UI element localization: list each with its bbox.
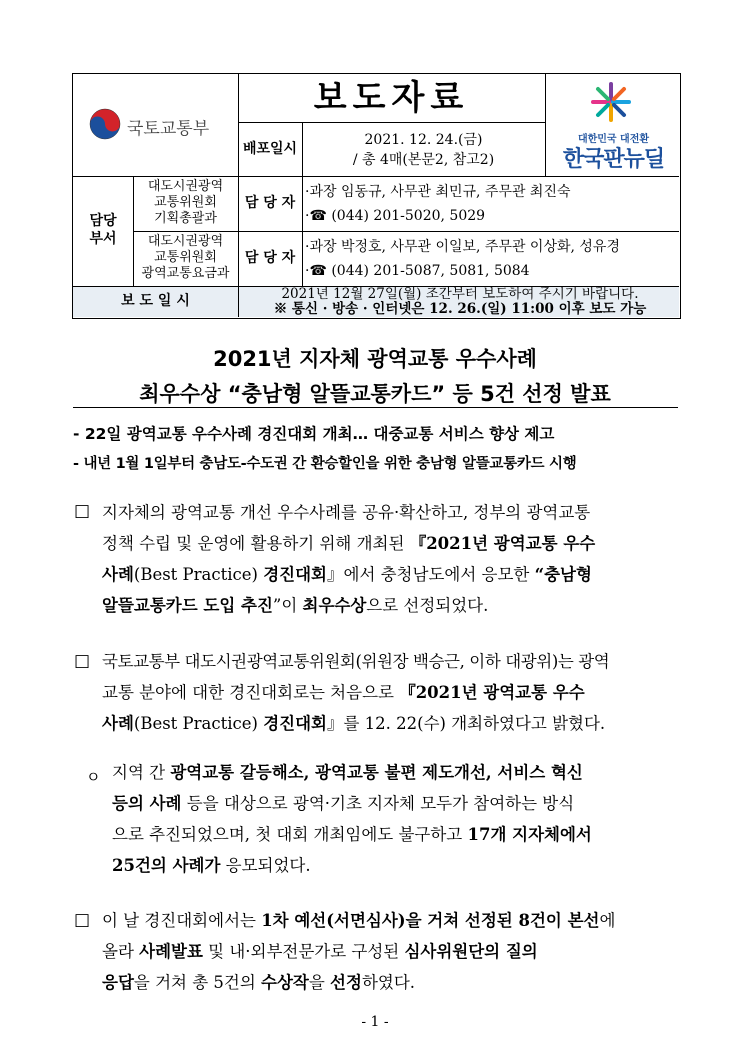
p4-text: 이 날 경진대회에서는 [102,911,256,930]
release-date: 2021. 12. 24.(금) [364,132,483,148]
p3-text: 으로 추진되었으며, 첫 대회 개최임에도 불구하고 [112,825,463,844]
contact-1-dept [133,176,238,231]
p1-line2 [102,528,680,559]
headline-line1: 2021년 지자체 광역교통 우수사례 [213,347,537,371]
contact-1-role: 담 당 자 [244,195,296,211]
p1-contest: 경진대회 [263,565,327,584]
p4-text: 을 거쳐 총 5건의 [133,973,256,992]
p3-marker: ㅇ [86,768,101,786]
p1-line3 [102,559,680,590]
p1-line1: 지자체의 광역교통 개선 우수사례를 공유·확산하고, 정부의 광역교통 [102,503,591,522]
p2-contest: 경진대회 [263,714,327,733]
p2-line3 [102,708,680,739]
page-number: - 1 - [361,1014,389,1030]
p1-line4 [102,590,680,621]
p4-line2 [102,936,680,967]
brand-main: 한국판뉴딜 [562,147,665,172]
brand-top: 대한민국 대전환 [577,134,650,145]
contact-2-role: 담 당 자 [244,250,296,266]
release-pages: / 총 4매(본문2, 참고2) [352,152,495,168]
subtitle-2: - 내년 1월 1일부터 충남도-수도권 간 환승할인을 위한 충남형 알뜰교통카드 시행 [73,456,577,472]
ministry-logo-cell [73,74,238,176]
p4-text: 및 내·외부전문가로 구성된 [208,942,400,961]
p3-case-count: 25건의 사례가 [112,856,221,875]
p2-text: 』를 12. 22(수) 개최하였다고 밝혔다. [327,714,606,733]
contact-2-details [302,231,682,286]
p4-winners: 수상작 [261,973,309,992]
paragraph-2 [102,646,680,739]
p4-case-presentation: 사례발표 [139,942,203,961]
headline-line2: 최우수상 “충남형 알뜰교통카드” 등 5건 선정 발표 [139,382,611,406]
p1-event-name: 『2021년 광역교통 우수 [409,534,596,553]
p2-event-name-cont: 사례 [102,714,134,733]
contact-1-dept-line2: 교통위원회 [154,195,217,210]
p4-text: 에 [599,911,616,930]
new-deal-logo-cell [545,74,682,176]
new-deal-star-icon [591,82,631,122]
p3-line1 [112,757,680,788]
p3-text: 지역 간 [112,763,166,782]
p2-line1: 국토교통부 대도시권광역교통위원회(위원장 백승근, 이하 대광위)는 광역 [102,652,610,671]
ministry-name: 국토교통부 [127,119,210,139]
p3-line4 [112,850,680,881]
ministry-emblem-icon [89,108,121,140]
p4-qa-cont: 응답 [102,973,134,992]
contact-2-people: ·과장 박정호, 사무관 이일보, 주무관 이상화, 성유경 [305,239,620,255]
contact-1-people: ·과장 임동규, 사무관 최민규, 주무관 최진숙 [305,184,571,200]
p4-text: 올라 [102,942,134,961]
contact-2-dept-line2: 교통위원회 [154,250,217,265]
doc-type-title: 보도자료 [313,78,470,118]
p2-best-practice: (Best Practice) [133,714,258,733]
release-info [302,122,545,176]
p1-grand-prize: 최우수상 [302,596,367,615]
p3-categories: 광역교통 갈등해소, 광역교통 불편 제도개선, 서비스 혁신 [170,763,583,782]
p2-text: 교통 분야에 대한 경진대회로는 처음으로 [102,683,394,702]
p3-entrant-count: 17개 지자체에서 [467,825,592,844]
p2-marker: □ [74,651,91,671]
p1-text: 정책 수립 및 운영에 활용하기 위해 개최된 [102,534,405,553]
contact-2-dept [133,231,238,286]
release-label: 배포일시 [242,141,298,157]
p2-line2 [102,677,680,708]
contact-1-dept-line1: 대도시권광역 [147,179,224,194]
p4-marker: □ [74,910,91,930]
p3-categories-cont: 등의 사례 [112,794,182,813]
p1-event-name-cont: 사례 [102,565,134,584]
contact-1-phone: ·☎ (044) 201-5020, 5029 [305,208,486,224]
contact-2-dept-line3: 광역교통요금과 [141,266,230,281]
p1-winner-name: “충남형 [534,565,592,584]
p4-selected: 선정 [330,973,362,992]
p1-text: 으로 선정되었다. [366,596,489,615]
p2-event-name: 『2021년 광역교통 우수 [399,683,585,702]
headline-underline [73,407,678,408]
p3-text: 등을 대상으로 광역·기초 지자체 모두가 참여하는 방식 [186,794,575,813]
p4-judges-qa: 심사위원단의 질의 [404,942,538,961]
subtitle-1: - 22일 광역교통 우수사례 경진대회 개최… 대중교통 서비스 향상 제고 [73,425,555,443]
p3-line2 [112,788,680,819]
report-line1: 2021년 12월 27일(월) 조간부터 보도하여 주시기 바랍니다. [281,286,639,302]
report-label: 보 도 일 시 [121,293,190,309]
press-header-table [72,73,681,319]
p1-best-practice: (Best Practice) [133,565,258,584]
p4-preliminary: 1차 예선(서면심사)을 거쳐 선정된 8건이 본선 [261,911,600,930]
paragraph-1 [102,497,680,621]
contact-1-details [302,176,682,231]
report-info [238,286,682,317]
p4-line3 [102,967,680,998]
report-line2: ※ 통신 · 방송 · 인터넷은 12. 26.(일) 11:00 이후 보도 가능 [273,301,647,317]
p1-text: ”이 [272,596,298,615]
contact-1-dept-line3: 기획총괄과 [154,211,217,226]
p1-marker: □ [74,501,91,521]
p3-line3 [112,819,680,850]
p4-line1 [102,905,680,936]
p1-winner-name-cont: 알뜰교통카드 도입 추진 [102,596,273,615]
paragraph-4 [102,905,680,998]
p1-text: 』에서 충청남도에서 응모한 [327,565,530,584]
contact-2-dept-line1: 대도시권광역 [147,234,224,249]
contact-2-phone: ·☎ (044) 201-5087, 5081, 5084 [305,263,530,279]
p4-text: 을 [308,973,325,992]
p3-text: 응모되었다. [225,856,311,875]
paragraph-3 [112,757,680,881]
dept-label: 담당 부서 [89,213,117,247]
p4-text: 하였다. [361,973,415,992]
